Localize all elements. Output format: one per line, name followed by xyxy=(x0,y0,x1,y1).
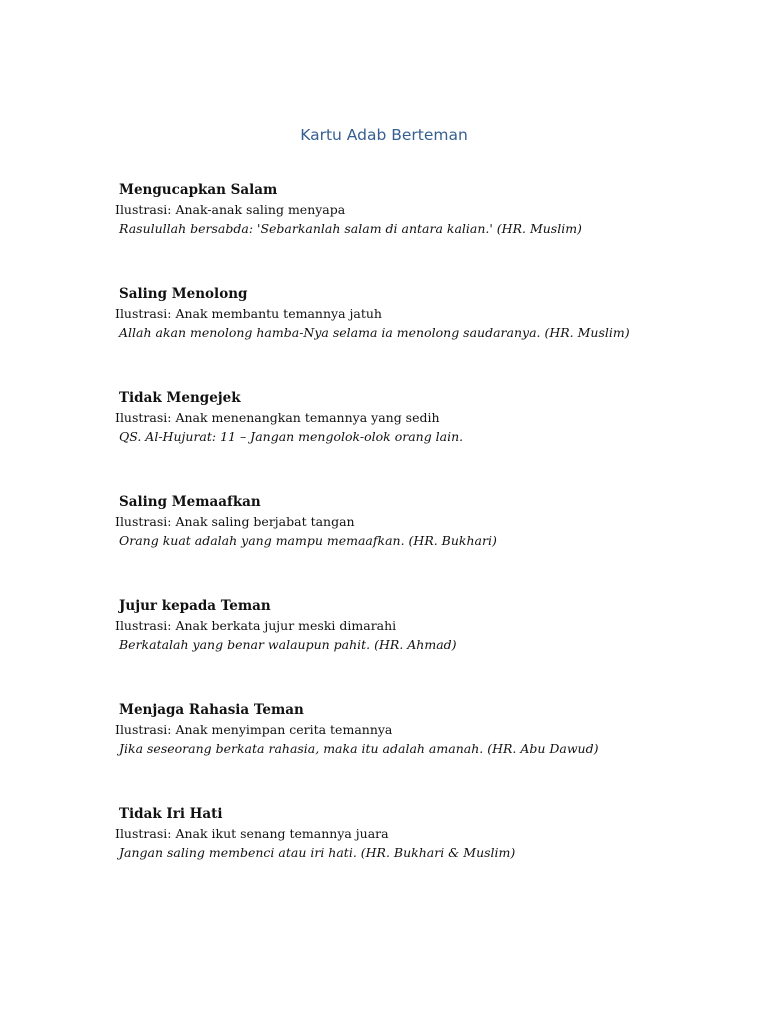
card-illustration-caption: Ilustrasi: Anak menenangkan temannya yang sedih xyxy=(115,410,440,425)
page-title: Kartu Adab Berteman xyxy=(300,126,468,144)
card-illustration-caption: Ilustrasi: Anak ikut senang temannya juara xyxy=(115,826,389,841)
card-heading: Saling Menolong xyxy=(119,286,248,302)
card-illustration-caption: Ilustrasi: Anak menyimpan cerita temannya xyxy=(115,722,393,737)
card-illustration-caption: Ilustrasi: Anak-anak saling menyapa xyxy=(115,202,346,217)
card-heading: Tidak Iri Hati xyxy=(119,806,223,822)
card-quote: QS. Al-Hujurat: 11 – Jangan mengolok-olok orang lain. xyxy=(119,429,464,444)
card-heading: Menjaga Rahasia Teman xyxy=(119,702,304,718)
card-quote: Jika seseorang berkata rahasia, maka itu adalah amanah. (HR. Abu Dawud) xyxy=(119,741,599,756)
card-illustration-caption: Ilustrasi: Anak saling berjabat tangan xyxy=(115,514,355,529)
card-quote: Berkatalah yang benar walaupun pahit. (HR. Ahmad) xyxy=(119,637,457,652)
card-quote: Orang kuat adalah yang mampu memaafkan. (HR. Bukhari) xyxy=(119,533,497,548)
card-heading: Saling Memaafkan xyxy=(119,494,261,510)
card-quote: Jangan saling membenci atau iri hati. (HR. Bukhari & Muslim) xyxy=(119,845,516,860)
card-illustration-caption: Ilustrasi: Anak membantu temannya jatuh xyxy=(115,306,382,321)
card-quote: Allah akan menolong hamba-Nya selama ia menolong saudaranya. (HR. Muslim) xyxy=(119,325,630,340)
card-quote: Rasulullah bersabda: 'Sebarkanlah salam di antara kalian.' (HR. Muslim) xyxy=(119,221,582,236)
card-illustration-caption: Ilustrasi: Anak berkata jujur meski dimarahi xyxy=(115,618,397,633)
card-heading: Mengucapkan Salam xyxy=(119,182,278,198)
card-heading: Tidak Mengejek xyxy=(119,390,241,406)
card-heading: Jujur kepada Teman xyxy=(119,598,271,614)
